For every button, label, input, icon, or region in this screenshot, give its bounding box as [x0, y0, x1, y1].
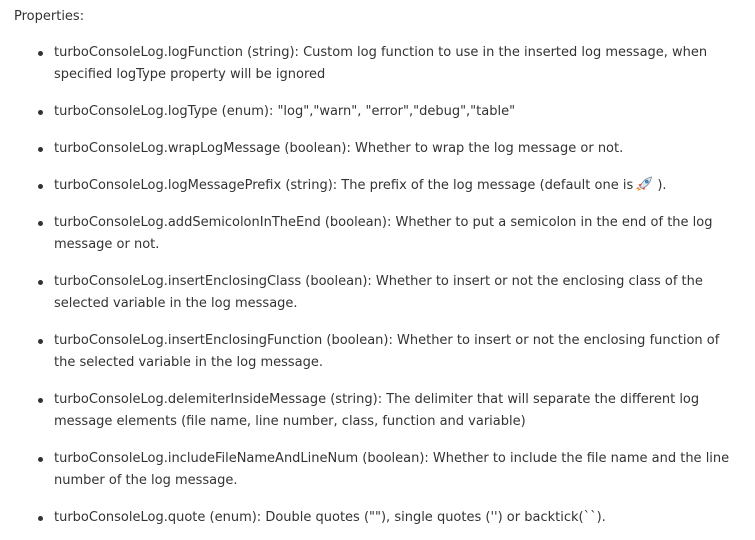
list-item — [54, 175, 735, 197]
list-item — [54, 507, 735, 529]
list-item — [54, 212, 735, 256]
item-text: turboConsoleLog.logMessagePrefix (string): The prefix of the log message (default one is — [54, 178, 634, 193]
item-text-suffix: ). — [653, 178, 667, 193]
item-text: turboConsoleLog.wrapLogMessage (boolean): Whether to wrap the log message or not. — [54, 141, 624, 156]
item-text: turboConsoleLog.insertEnclosingFunction (boolean): Whether to insert or not the enclosing function of the selected variable in the log message. — [54, 333, 720, 370]
list-item — [54, 448, 735, 492]
item-text: turboConsoleLog.insertEnclosingClass (boolean): Whether to insert or not the enclosing class of the selected variable in the log message. — [54, 274, 703, 311]
rocket-icon — [635, 176, 653, 192]
list-item — [54, 271, 735, 315]
list-item — [54, 138, 735, 160]
properties-heading: Properties: — [14, 9, 85, 24]
item-text: turboConsoleLog.logType (enum): "log","warn", "error","debug","table" — [54, 104, 516, 119]
item-text: turboConsoleLog.addSemicolonInTheEnd (boolean): Whether to put a semicolon in the end of the log message or not. — [54, 215, 713, 252]
list-item — [54, 101, 735, 123]
list-item — [54, 330, 735, 374]
list-item — [54, 42, 735, 86]
list-item — [54, 389, 735, 433]
properties-list — [14, 42, 735, 529]
item-text: turboConsoleLog.includeFileNameAndLineNum (boolean): Whether to include the file name and the line number of the log message. — [54, 451, 730, 488]
item-text: turboConsoleLog.delemiterInsideMessage (string): The delimiter that will separate the different log message elements (file name, line number, class, function and variable) — [54, 392, 700, 429]
item-text: turboConsoleLog.quote (enum): Double quotes (""), single quotes ('') or backtick(``). — [54, 510, 606, 525]
item-text: turboConsoleLog.logFunction (string): Custom log function to use in the inserted log message, when specified logType property will be ignored — [54, 45, 708, 82]
